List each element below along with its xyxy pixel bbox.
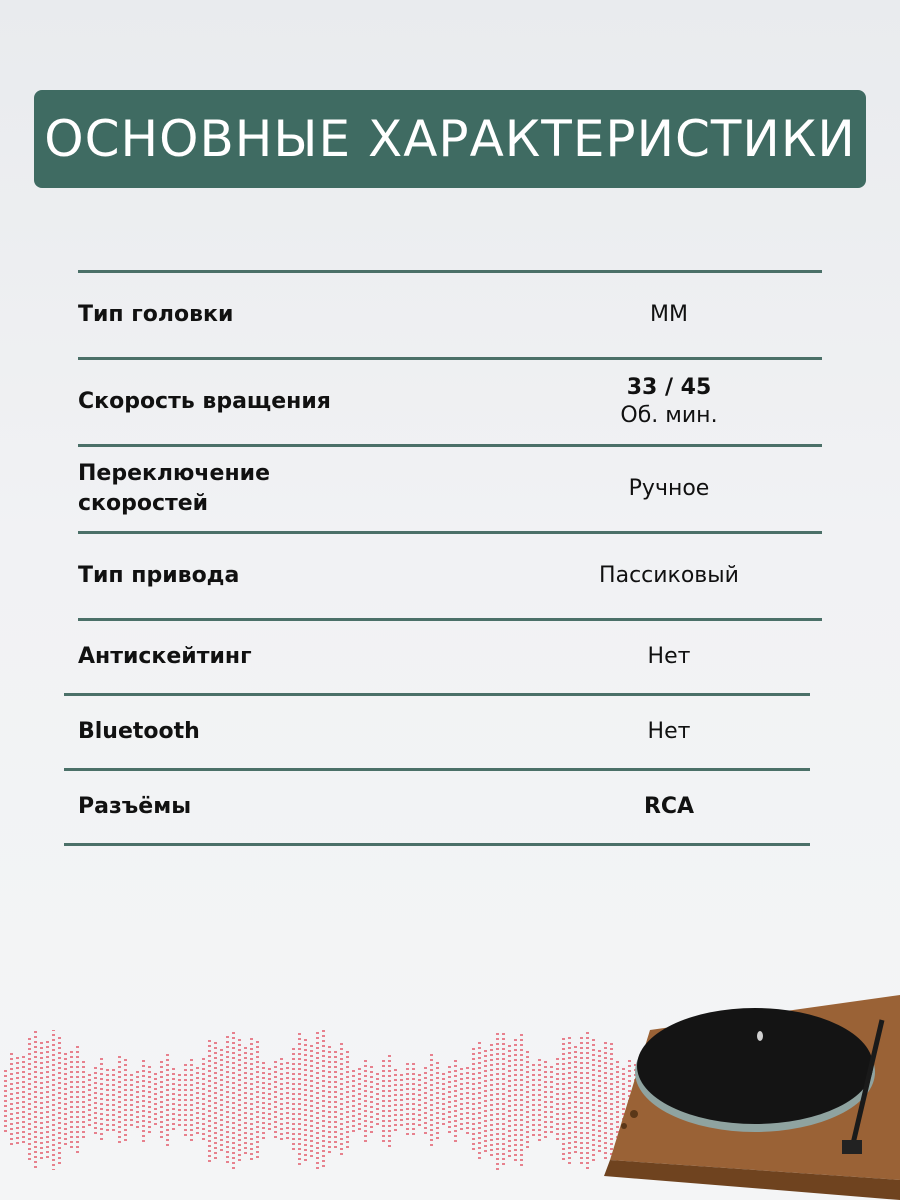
spec-value: Пассиковый xyxy=(599,563,739,588)
table-divider xyxy=(64,843,810,846)
spec-value: MM xyxy=(650,302,688,327)
spec-row-head-type xyxy=(78,273,688,357)
spec-value xyxy=(538,374,800,430)
title-banner xyxy=(34,90,866,188)
spec-row-drive-type xyxy=(78,534,739,618)
spec-label: Bluetooth xyxy=(78,719,200,744)
spec-row-bluetooth xyxy=(78,696,691,768)
turntable-image xyxy=(590,990,900,1200)
spec-value: Ручное xyxy=(628,476,710,501)
spec-row-antiskating xyxy=(78,621,691,693)
spec-row-connectors xyxy=(78,771,695,843)
page-title: ОСНОВНЫЕ ХАРАКТЕРИСТИКИ xyxy=(44,110,856,168)
spec-value: RCA xyxy=(643,794,695,819)
spec-row-speed-switch xyxy=(78,447,710,531)
spec-label: Тип головки xyxy=(78,302,234,327)
spec-value-main: 33 / 45 xyxy=(626,375,712,400)
spec-value-unit: Об. мин. xyxy=(620,403,718,428)
spec-value: Нет xyxy=(647,719,691,744)
spec-label: Тип привода xyxy=(78,563,240,588)
spec-label: Разъёмы xyxy=(78,794,192,819)
spec-value: Нет xyxy=(647,644,691,669)
spec-label: Антискейтинг xyxy=(78,644,252,669)
spec-label: Скорость вращения xyxy=(78,389,331,414)
spec-label: Переключение скоростей xyxy=(78,461,270,516)
spec-row-speed xyxy=(78,360,718,444)
sound-wave-icon xyxy=(0,1030,640,1170)
